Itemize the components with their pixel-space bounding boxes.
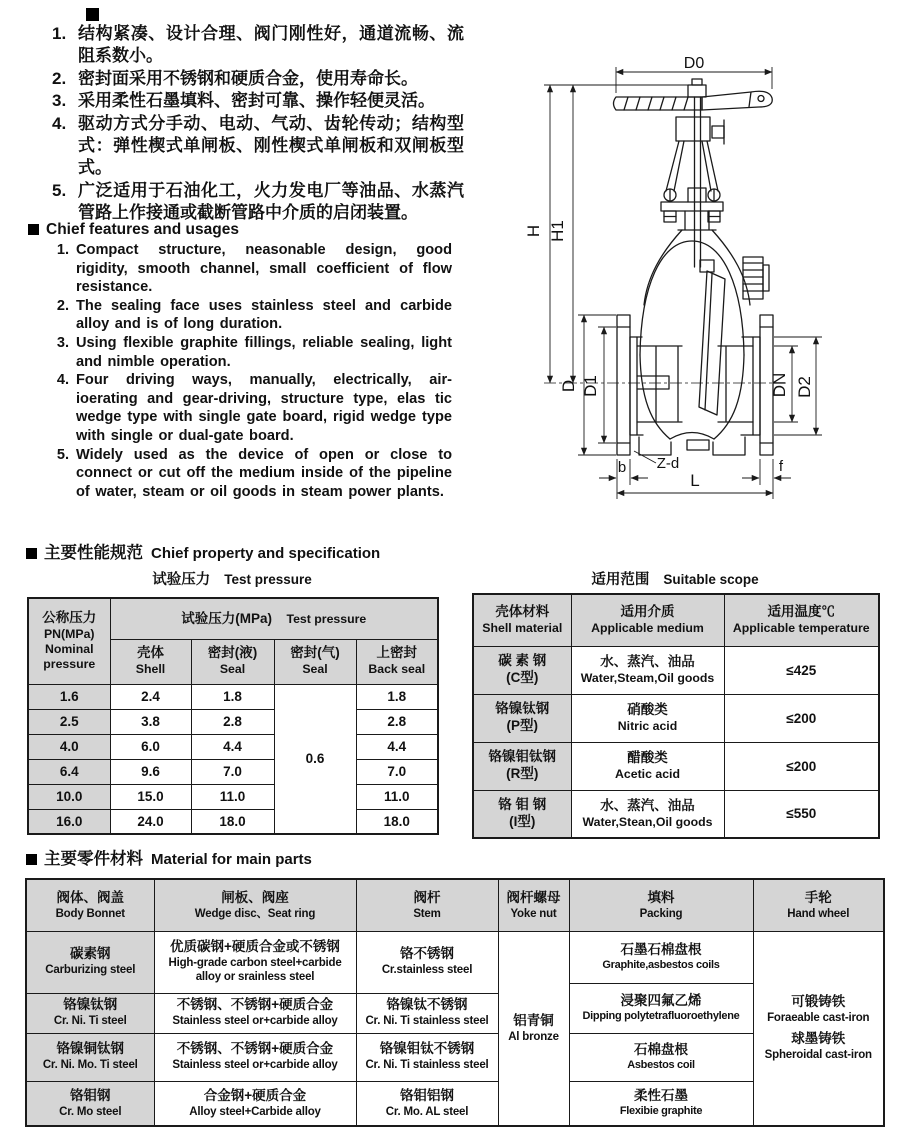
packing-row xyxy=(570,984,753,1034)
cell-back-seal: 7.0 xyxy=(356,759,438,784)
header-en: Test pressure xyxy=(286,611,367,626)
cell-wedge-material xyxy=(154,993,356,1033)
header-cn: 阀杆 xyxy=(413,889,441,905)
cell-cn: 不锈钢、不锈钢+硬质合金 xyxy=(176,997,334,1013)
cell-material xyxy=(473,790,571,838)
header-cn: 填料 xyxy=(647,889,675,905)
header-cell-seal-gas xyxy=(274,639,356,684)
header-en: Body Bonnet xyxy=(55,907,125,920)
list-item xyxy=(50,446,452,502)
header-en: Back seal xyxy=(368,662,426,677)
table-row xyxy=(28,784,438,809)
header-en: Hand wheel xyxy=(787,907,850,920)
cell-body-material xyxy=(26,993,154,1033)
cell-en: Graphite,asbestos coils xyxy=(602,959,720,972)
cell-en: Acetic acid xyxy=(615,766,680,781)
cell-seal-liquid: 2.8 xyxy=(191,709,274,734)
header-cn: 试验压力(MPa) xyxy=(181,610,273,626)
table-row xyxy=(28,734,438,759)
cell-seal-liquid: 7.0 xyxy=(191,759,274,784)
header-en: Shell material xyxy=(482,621,563,635)
cell-en: Cr. Mo steel xyxy=(59,1105,122,1118)
packing-subrows xyxy=(570,932,753,1124)
cell-en: Cr. Ni. Ti stainless steel xyxy=(365,1059,489,1072)
cell-cn: 铬 钼 钢 xyxy=(498,796,547,812)
dim-label-d: D xyxy=(559,379,578,393)
cell-pn: 16.0 xyxy=(28,809,110,834)
heading-text: Chief features and usages xyxy=(46,221,239,238)
cell-cn: 可锻铸铁 xyxy=(791,994,846,1009)
header-cn: 阀杆螺母 xyxy=(506,889,561,905)
dim-label-h1: H1 xyxy=(548,220,567,242)
table-row xyxy=(28,709,438,734)
dim-label-h: H xyxy=(524,224,543,238)
cell-cn: 球墨铸铁 xyxy=(791,1031,846,1047)
header-cn: 闸板、阀座 xyxy=(221,889,289,905)
gate-wedge xyxy=(699,271,725,415)
cell-cn: 铬镍钛钢 xyxy=(495,701,550,717)
dim-label-f: f xyxy=(778,458,784,475)
dim-label-zd: Z-d xyxy=(656,455,680,472)
dimension-labels xyxy=(524,55,814,490)
cell-material xyxy=(473,646,571,694)
cell-en: Cr. Ni. Ti steel xyxy=(53,1015,127,1028)
cell-yoke-nut-merged xyxy=(498,931,569,1126)
cell-en: Cr. Ni. Ti stainless steel xyxy=(365,1015,489,1028)
cell-en: Water,Stean,Oil goods xyxy=(582,814,713,829)
cell-wedge-material xyxy=(154,1033,356,1081)
list-item xyxy=(50,241,452,297)
cell-seal-liquid: 4.4 xyxy=(191,734,274,759)
header-cell-shell-material xyxy=(473,594,571,646)
table-row xyxy=(28,598,438,639)
header-code: PN(MPa) xyxy=(43,626,95,641)
header-cell-body-bonnet xyxy=(26,879,154,931)
cell-packing-merged xyxy=(569,931,753,1126)
features-list-en xyxy=(50,241,452,501)
cell-back-seal: 4.4 xyxy=(356,734,438,759)
cell-cn: 硝酸类 xyxy=(627,701,668,717)
cell-back-seal: 2.8 xyxy=(356,709,438,734)
header-en: Yoke nut xyxy=(510,907,557,920)
list-number: 5. xyxy=(56,446,69,463)
cell-en: Cr. Mo. AL steel xyxy=(385,1105,469,1118)
cell-medium xyxy=(571,742,724,790)
cell-pn: 6.4 xyxy=(28,759,110,784)
hand-wheel-option xyxy=(756,1031,882,1062)
cell-en: Spheroidal cast-iron xyxy=(764,1049,872,1062)
cell-body-material xyxy=(26,1033,154,1081)
table-row xyxy=(26,879,884,931)
table-row xyxy=(473,594,879,646)
cell-type: (P型) xyxy=(506,718,538,733)
cell-pn: 10.0 xyxy=(28,784,110,809)
cell-shell: 6.0 xyxy=(110,734,191,759)
header-en: Wedge disc、Seat ring xyxy=(194,907,316,920)
cell-stem-material xyxy=(356,993,498,1033)
cell-cn: 铬钼钢 xyxy=(70,1087,111,1103)
heading-en: Material for main parts xyxy=(151,851,312,868)
header-cell-group xyxy=(110,598,438,639)
cell-pn: 4.0 xyxy=(28,734,110,759)
list-text: Compact structure, neasonable design, good rigidity, smooth channel, small coefficient of flow resistance. xyxy=(76,242,452,296)
cell-back-seal: 1.8 xyxy=(356,684,438,709)
cell-temperature: ≤425 xyxy=(724,646,879,694)
header-cn: 上密封 xyxy=(376,645,417,661)
valve-body-drawing xyxy=(614,79,774,455)
cell-cn: 石墨石棉盘根 xyxy=(620,942,702,958)
list-text: 密封面采用不锈钢和硬质合金，使用寿命长。 xyxy=(78,68,418,88)
header-cell-medium xyxy=(571,594,724,646)
square-bullet-icon xyxy=(28,224,39,235)
cell-stem-material xyxy=(356,1081,498,1126)
cell-cn: 碳素钢 xyxy=(70,946,111,962)
list-item xyxy=(52,90,464,112)
cell-medium xyxy=(571,790,724,838)
list-item xyxy=(52,23,464,68)
list-number: 4. xyxy=(52,113,67,133)
table-row xyxy=(28,809,438,834)
cell-hand-wheel-merged xyxy=(753,931,884,1126)
cell-seal-liquid: 18.0 xyxy=(191,809,274,834)
header-cn: 适用介质 xyxy=(620,604,675,620)
cell-stem-material xyxy=(356,931,498,993)
list-text: The sealing face uses stainless steel and carbide alloy and is of long duration. xyxy=(76,297,452,333)
cell-en: Flexibie graphite xyxy=(619,1104,703,1117)
cell-seal-liquid: 11.0 xyxy=(191,784,274,809)
header-cn: 手轮 xyxy=(804,889,832,905)
header-en: Seal xyxy=(302,662,328,677)
gland-flange xyxy=(661,202,723,211)
cell-en: Carburizing steel xyxy=(45,964,136,977)
cell-seal-gas-merged: 0.6 xyxy=(274,684,356,834)
dim-label-l: L xyxy=(690,471,700,490)
cell-material xyxy=(473,742,571,790)
header-cn: 密封(气) xyxy=(290,645,340,661)
cell-cn: 浸聚四氟乙烯 xyxy=(620,993,702,1009)
list-item xyxy=(50,334,452,371)
cell-cn: 铬镍钼钛钢 xyxy=(488,749,556,765)
cell-pn: 2.5 xyxy=(28,709,110,734)
header-cn: 适用温度℃ xyxy=(767,604,835,620)
cell-temperature: ≤200 xyxy=(724,694,879,742)
header-cell-back-seal xyxy=(356,639,438,684)
header-cell-packing xyxy=(569,879,753,931)
list-number: 2. xyxy=(56,297,69,314)
header-cn: 公称压力 xyxy=(42,609,97,625)
cell-shell: 2.4 xyxy=(110,684,191,709)
list-text: Four driving ways, manually, electrically, air-ioerating and gear-driving, structure type, elas tic wedge type with single gate board, rigid wedge type with single or dual-gate board. xyxy=(76,372,452,444)
cell-type: (I型) xyxy=(509,813,536,829)
table-row xyxy=(473,694,879,742)
features-heading-en xyxy=(28,221,239,239)
heading-cn: 主要零件材料 xyxy=(44,850,143,868)
cell-cn: 铬镍钼钛不锈钢 xyxy=(379,1041,475,1057)
cell-en: Water,Steam,Oil goods xyxy=(580,670,715,685)
yoke-legs xyxy=(666,141,718,191)
cell-cn: 不锈钢、不锈钢+硬质合金 xyxy=(176,1041,334,1057)
cell-cn: 优质碳钢+硬质合金或不锈钢 xyxy=(170,939,340,955)
cell-en: High-grade carbon steel+carbide alloy or srainless steel xyxy=(168,957,342,984)
features-list-cn xyxy=(52,23,464,225)
table-row xyxy=(473,790,879,838)
cell-material xyxy=(473,694,571,742)
cell-en: Nitric acid xyxy=(617,718,678,733)
handwheel-hub xyxy=(688,85,706,97)
cell-medium xyxy=(571,694,724,742)
cell-cn: 合金钢+硬质合金 xyxy=(203,1087,307,1103)
drain-boss xyxy=(743,257,769,299)
list-item xyxy=(52,180,464,225)
header-cell-temperature xyxy=(724,594,879,646)
left-flange xyxy=(617,315,630,455)
cell-shell: 15.0 xyxy=(110,784,191,809)
table-row xyxy=(473,646,879,694)
caption-cn: 适用范围 xyxy=(591,572,650,588)
square-bullet-icon xyxy=(26,548,37,559)
cell-type: (R型) xyxy=(506,766,539,781)
cell-cn: 铬镍铜钛钢 xyxy=(56,1041,124,1057)
cell-en: Cr. Ni. Mo. Ti steel xyxy=(42,1059,138,1072)
cell-en: Al bronze xyxy=(508,1030,559,1043)
cell-back-seal: 18.0 xyxy=(356,809,438,834)
list-item xyxy=(50,297,452,334)
cell-temperature: ≤550 xyxy=(724,790,879,838)
list-text: 结构紧凑、设计合理、阀门刚性好，通道流畅、流阻系数小。 xyxy=(78,24,464,66)
list-text: 采用柔性石墨填料、密封可靠、操作轻便灵活。 xyxy=(78,91,435,111)
cell-cn: 柔性石墨 xyxy=(634,1087,688,1103)
cell-back-seal: 11.0 xyxy=(356,784,438,809)
header-cell-hand-wheel xyxy=(753,879,884,931)
dim-label-d0: D0 xyxy=(683,55,705,72)
header-cell-pn xyxy=(28,598,110,684)
cell-stem-material xyxy=(356,1033,498,1081)
cell-cn: 铬钼铝钢 xyxy=(400,1087,454,1103)
cell-en: Stainless steel or+carbide alloy xyxy=(172,1015,338,1028)
table-row xyxy=(26,931,884,993)
list-number: 4. xyxy=(56,372,69,389)
header-cell-stem xyxy=(356,879,498,931)
dim-label-dn: DN xyxy=(770,372,789,398)
list-item xyxy=(52,113,464,180)
materials-section-heading xyxy=(26,845,312,869)
cell-shell: 24.0 xyxy=(110,809,191,834)
list-text: 广泛适用于石油化工，火力发电厂等油品、水蒸汽管路上作接通或截断管路中介质的启闭装置。 xyxy=(78,180,464,223)
cell-en: Asbestos coil xyxy=(627,1059,695,1072)
cell-cn: 水、蒸汽、油品 xyxy=(600,653,695,669)
cell-cn: 铝青铜 xyxy=(513,1012,554,1028)
cell-en: Dipping polytetrafluoroethylene xyxy=(582,1010,740,1023)
cell-body-material xyxy=(26,1081,154,1126)
cell-cn: 铬镍钛钢 xyxy=(63,997,118,1013)
header-en: Packing xyxy=(639,907,683,920)
test-pressure-caption xyxy=(27,568,437,589)
cell-pn: 1.6 xyxy=(28,684,110,709)
cell-wedge-material xyxy=(154,1081,356,1126)
square-bullet-icon xyxy=(26,854,37,865)
caption-cn: 试验压力 xyxy=(152,572,211,588)
gate-valve-diagram xyxy=(470,55,906,535)
header-en: Applicable medium xyxy=(591,621,704,635)
list-number: 1. xyxy=(52,24,67,43)
cell-cn: 碳 素 钢 xyxy=(498,653,547,669)
list-number: 5. xyxy=(52,180,67,200)
list-text: Widely used as the device of open or close to connect or cut off the medium inside of the pipeline of water, steam or oil goods in steam power plants. xyxy=(76,446,452,500)
dim-label-d1: D1 xyxy=(581,375,600,397)
dim-label-b: b xyxy=(617,459,627,476)
heading-en: Chief property and specification xyxy=(151,545,381,562)
cell-cn: 铬不锈钢 xyxy=(400,946,454,962)
materials-table xyxy=(25,878,885,1127)
cell-en: Stainless steel or+carbide alloy xyxy=(172,1059,338,1072)
header-cell-shell xyxy=(110,639,191,684)
table-row xyxy=(473,742,879,790)
hand-wheel-option xyxy=(756,994,882,1025)
cell-cn: 水、蒸汽、油品 xyxy=(600,797,695,813)
cell-en: Cr.stainless steel xyxy=(381,964,473,977)
heading-cn: 主要性能规范 xyxy=(44,544,143,562)
spec-section-heading xyxy=(26,539,380,563)
header-en: Shell xyxy=(135,662,166,677)
header-cn: 壳体材料 xyxy=(495,604,550,620)
cell-shell: 3.8 xyxy=(110,709,191,734)
cell-cn: 醋酸类 xyxy=(627,749,668,765)
packing-row xyxy=(570,1034,753,1082)
section-bullet xyxy=(86,8,99,21)
list-number: 3. xyxy=(56,334,69,351)
header-en: Seal xyxy=(219,662,246,677)
cell-shell: 9.6 xyxy=(110,759,191,784)
test-pressure-table xyxy=(27,597,439,835)
cell-wedge-material xyxy=(154,931,356,993)
suitable-scope-caption xyxy=(472,568,878,589)
packing-row xyxy=(570,932,753,984)
caption-en: Test pressure xyxy=(224,572,312,587)
list-number: 3. xyxy=(52,91,67,111)
cell-seal-liquid: 1.8 xyxy=(191,684,274,709)
header-en: Applicable temperature xyxy=(732,621,870,635)
valve-body xyxy=(640,241,744,355)
table-row xyxy=(28,759,438,784)
cell-cn: 铬镍钛不锈钢 xyxy=(386,997,468,1013)
cell-body-material xyxy=(26,931,154,993)
header-cn: 壳体 xyxy=(137,645,164,661)
list-number: 2. xyxy=(52,68,67,88)
suitable-scope-table xyxy=(472,593,880,839)
list-text: Using flexible graphite fillings, reliable sealing, light and nimble operation. xyxy=(76,334,452,370)
header-cell-yoke-nut xyxy=(498,879,569,931)
header-cn: 密封(液) xyxy=(207,645,258,661)
list-text: 驱动方式分手动、电动、气动、齿轮传动；结构型式：弹性楔式单闸板、刚性楔式单闸板和双闸板型式。 xyxy=(78,113,464,178)
header-en: Nominal pressure xyxy=(43,642,96,672)
yoke-nut-housing xyxy=(676,117,710,141)
cell-temperature: ≤200 xyxy=(724,742,879,790)
header-cn: 阀体、阀盖 xyxy=(56,889,124,905)
cell-en: Alloy steel+Carbide alloy xyxy=(189,1105,321,1118)
packing-row xyxy=(570,1082,753,1124)
table-row xyxy=(28,684,438,709)
caption-en: Suitable scope xyxy=(663,572,759,587)
header-cell-wedge-seat xyxy=(154,879,356,931)
cell-cn: 石棉盘根 xyxy=(634,1042,688,1058)
header-cell-seal-liquid xyxy=(191,639,274,684)
list-item xyxy=(52,68,464,90)
list-number: 1. xyxy=(56,242,69,258)
list-item xyxy=(50,371,452,445)
cell-medium xyxy=(571,646,724,694)
handwheel-right-arm xyxy=(702,91,772,110)
cell-type: (C型) xyxy=(506,670,539,685)
dim-label-d2: D2 xyxy=(795,376,814,398)
cell-en: Foraeable cast-iron xyxy=(767,1011,870,1024)
header-en: Stem xyxy=(413,907,441,920)
